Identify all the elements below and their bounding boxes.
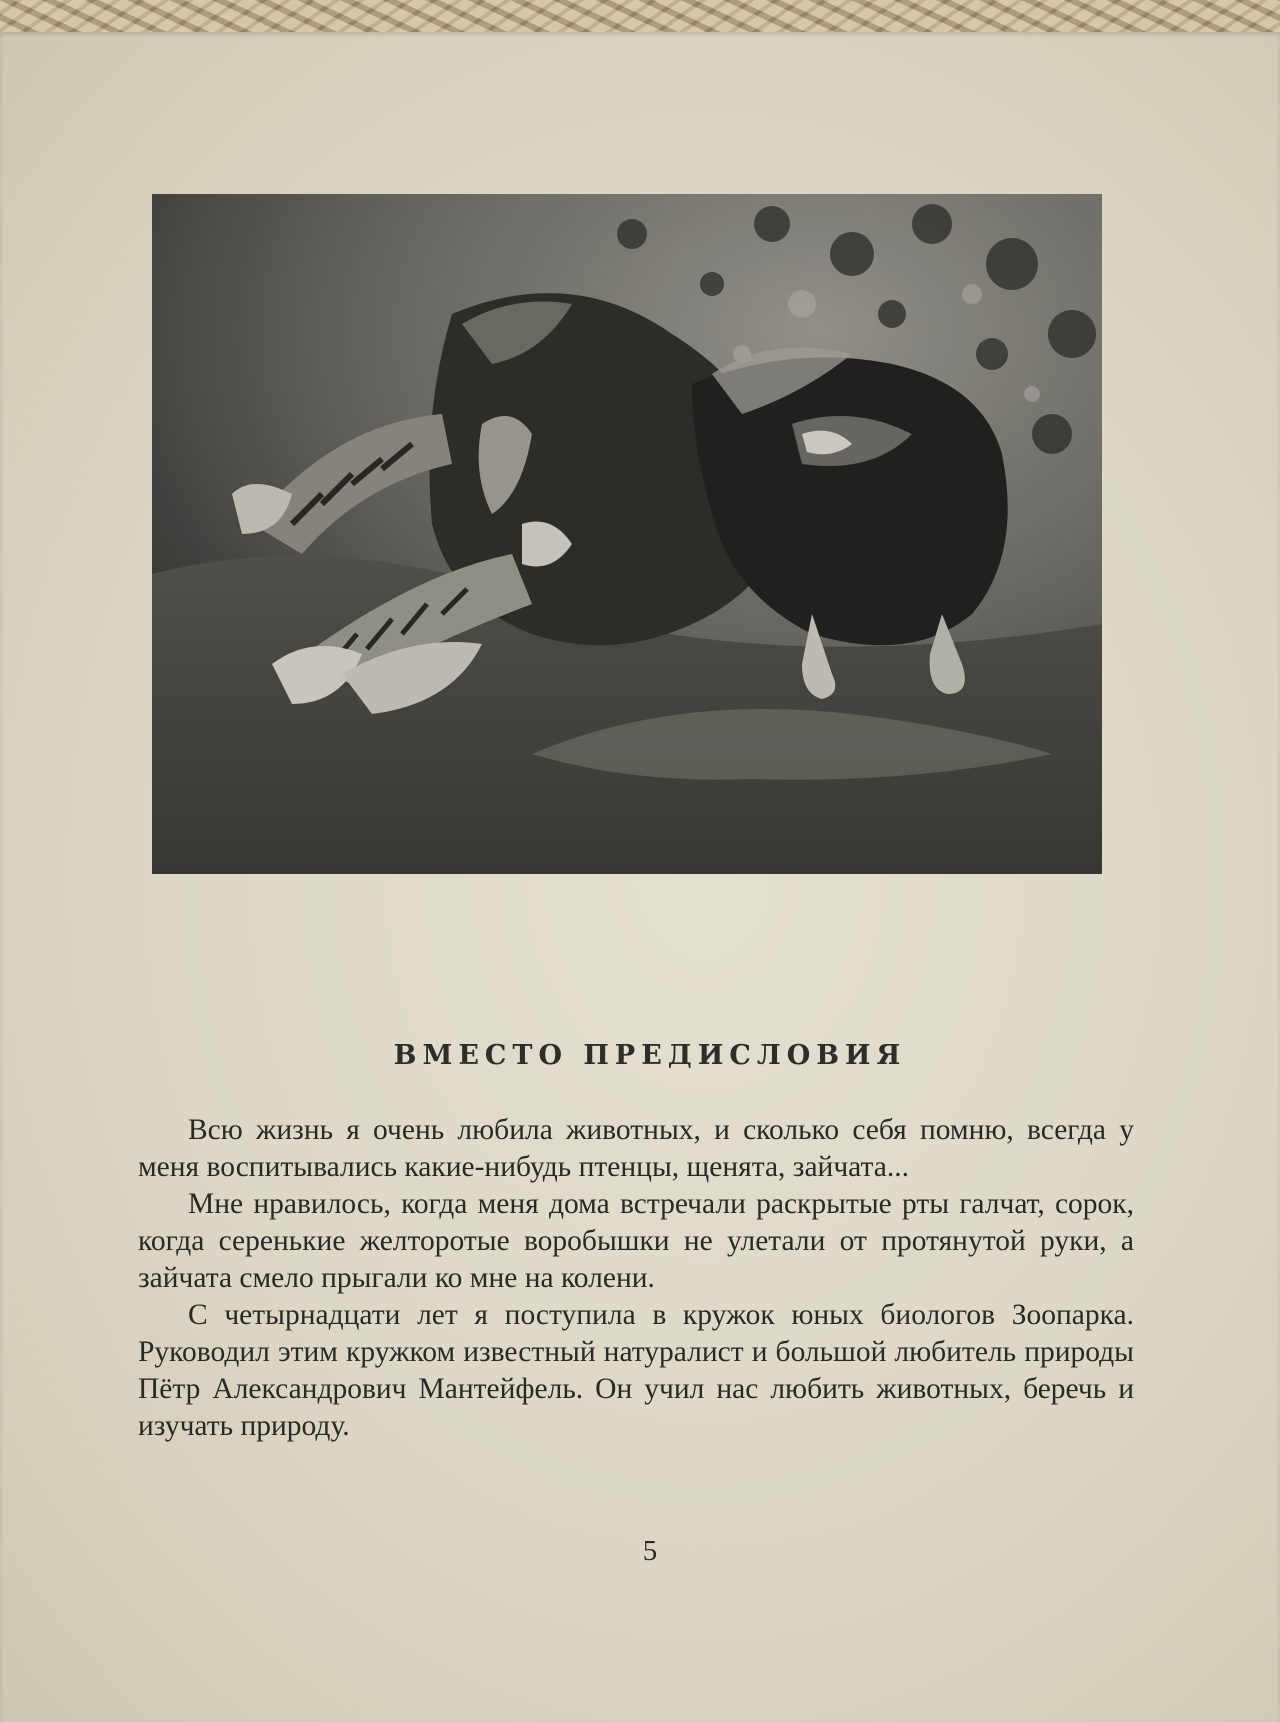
body-text [138, 1112, 1134, 1445]
paragraph: С четырнадцати лет я поступила в кружок юных биологов Зоопарка. Руководил этим кружком известный натуралист и большой любитель природы Пётр Александрович Мантейфель. Он учил нас любить животных, беречь и изучать природу. [138, 1299, 1134, 1442]
page-number: 5 [642, 1535, 658, 1567]
section-heading: ВМЕСТО ПРЕДИСЛОВИЯ [393, 1040, 907, 1071]
paragraph: Мне нравилось, когда меня дома встречали раскрытые рты галчат, сорок, когда серенькие желторотые воробышки не улетали от протянутой руки, а зайчата смело прыгали ко мне на колени. [138, 1188, 1134, 1294]
paragraph: Всю жизнь я очень любила животных, и сколько себя помню, всегда у меня воспитывались какие-нибудь птенцы, щенята, зайчата... [138, 1114, 1134, 1183]
photo-tiger-and-dog [152, 194, 1102, 874]
